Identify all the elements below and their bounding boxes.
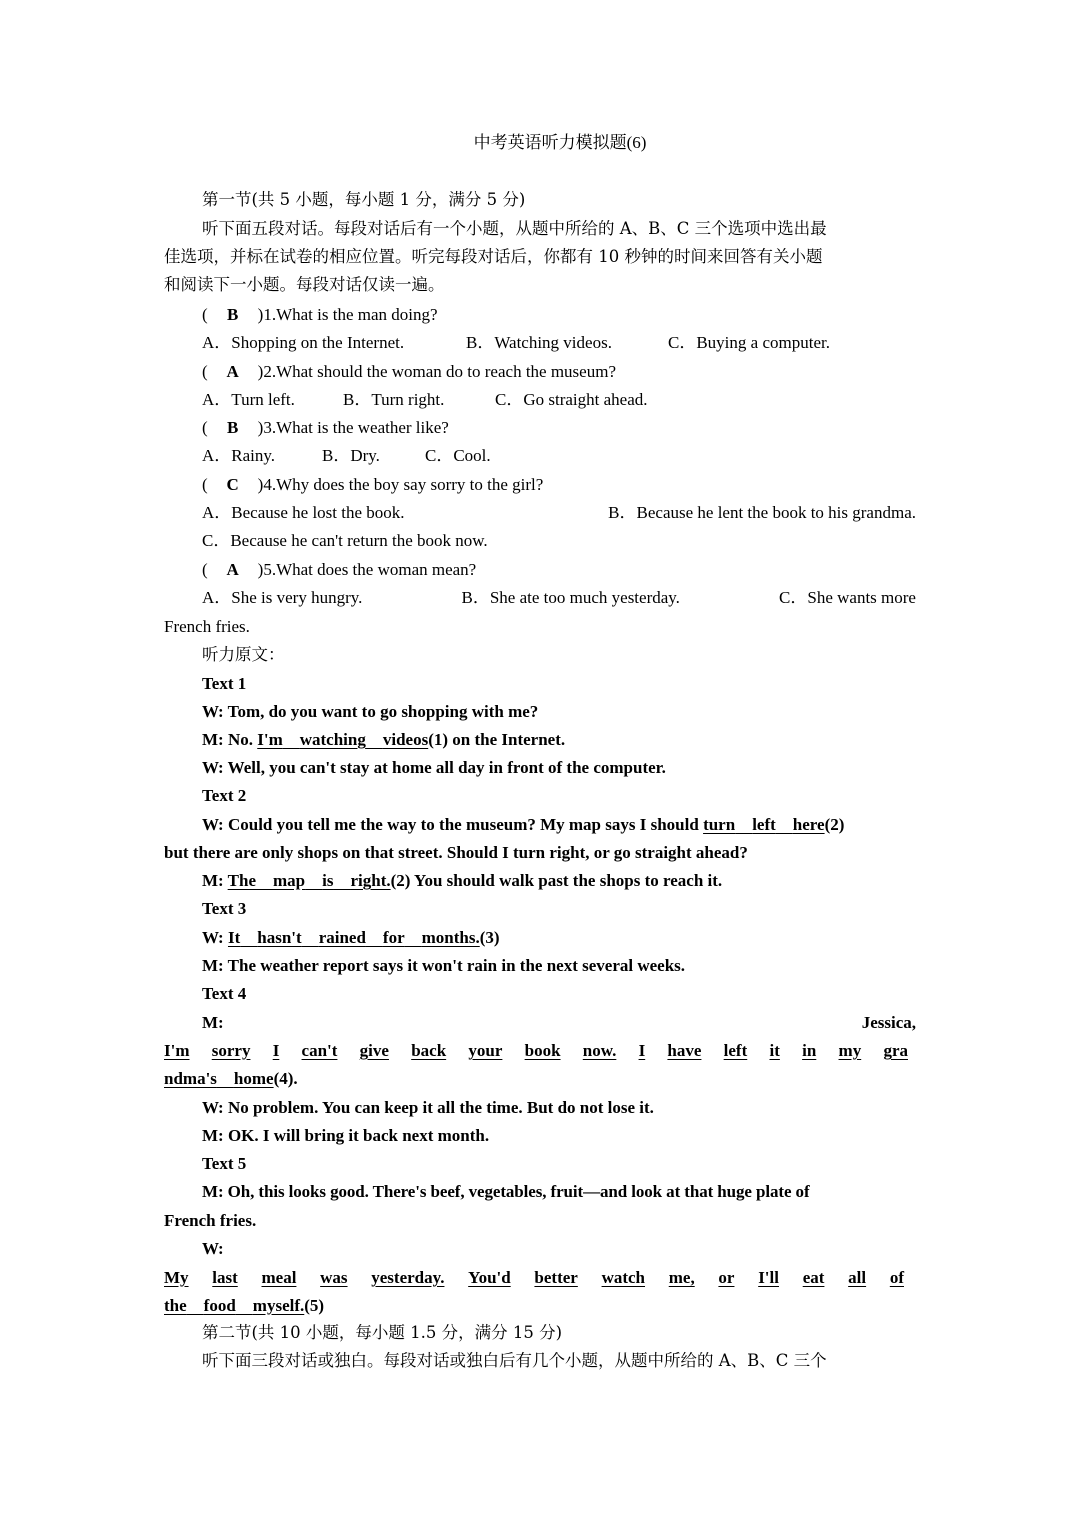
blank-word: It xyxy=(227,928,241,947)
text4-line-3 xyxy=(164,1068,916,1090)
answer-5: A xyxy=(226,560,239,579)
answer-4: C xyxy=(226,475,239,494)
question-4: ( C )4.Why does the boy say sorry to the girl? xyxy=(202,475,544,494)
text4-line-1-end: Jessica, xyxy=(861,1013,916,1032)
answer-blank-2a xyxy=(703,815,825,834)
blank-word: book xyxy=(524,1041,561,1060)
answer-blank-3 xyxy=(228,928,480,947)
text2-line-1-prefix: W: Could you tell me the way to the museum? My map says I should xyxy=(202,815,704,834)
text3-label: Text 3 xyxy=(202,899,247,918)
answer-blank-2b xyxy=(228,871,391,890)
answer-blank-4-cont xyxy=(164,1069,274,1088)
question-1-text: )1.What is the man doing? xyxy=(257,305,438,324)
q1-option-a: A．Shopping on the Internet. xyxy=(202,333,405,352)
question-2: ( A )2.What should the woman do to reach the museum? xyxy=(202,362,616,381)
blank-word: your xyxy=(468,1041,503,1060)
blank-word: home xyxy=(233,1069,274,1088)
blank-word: hasn't xyxy=(257,928,302,947)
instruction-line-2: 佳选项，并标在试卷的相应位置。听完每段对话后，你都有 10 秒钟的时间来回答有关小题 xyxy=(164,247,823,266)
answer-1: B xyxy=(227,305,239,324)
transcript-heading: 听力原文： xyxy=(202,645,285,664)
blank-word: I'm xyxy=(164,1041,190,1060)
blank-word: yesterday. xyxy=(371,1268,445,1287)
blank-word: My xyxy=(164,1268,189,1287)
text3-line-1 xyxy=(202,927,916,949)
question-4-text: )4.Why does the boy say sorry to the girl? xyxy=(257,475,544,494)
text1-line-2-suffix: (1) on the Internet. xyxy=(428,730,566,749)
blank-word: it xyxy=(769,1041,780,1060)
blank-word: eat xyxy=(802,1268,825,1287)
text2-label: Text 2 xyxy=(202,786,247,805)
text5-line-2: French fries. xyxy=(164,1211,257,1230)
text1-line-1: W: Tom, do you want to go shopping with me? xyxy=(202,702,539,721)
text3-line-2: M: The weather report says it won't rain in the next several weeks. xyxy=(202,956,686,975)
question-4-options-row1 xyxy=(202,502,916,524)
blank-word: turn xyxy=(703,815,736,834)
answer-blank-4 xyxy=(164,1040,908,1062)
question-3-text: )3.What is the weather like? xyxy=(257,418,449,437)
blank-word: food xyxy=(203,1296,236,1315)
text5-label: Text 5 xyxy=(202,1154,247,1173)
text4-line-1 xyxy=(202,1012,916,1034)
text2-line-1-suffix: (2) xyxy=(824,815,845,834)
q4-option-c: C．Because he can't return the book now. xyxy=(202,531,488,550)
text3-line-1-suffix: (3) xyxy=(479,928,500,947)
text4-line-5: M: OK. I will bring it back next month. xyxy=(202,1126,490,1145)
text5-line-1: M: Oh, this looks good. There's beef, vegetables, fruit—and look at that huge plate of xyxy=(202,1182,810,1201)
q4-option-a: A．Because he lost the book. xyxy=(202,503,405,522)
blank-word: have xyxy=(667,1041,702,1060)
text2-line-3-suffix: (2) You should walk past the shops to reach it. xyxy=(390,871,723,890)
instruction-line-3: 和阅读下一小题。每段对话仅读一遍。 xyxy=(164,275,445,294)
blank-word: videos xyxy=(382,730,429,749)
question-5-text: )5.What does the woman mean? xyxy=(257,560,477,579)
section2-heading: 第二节(共 10 小题，每小题 1.5 分，满分 15 分) xyxy=(202,1323,563,1342)
text4-label: Text 4 xyxy=(202,984,247,1003)
q3-option-a: A．Rainy. xyxy=(202,446,276,465)
blank-word: months. xyxy=(421,928,480,947)
blank-word: can't xyxy=(301,1041,338,1060)
blank-word: better xyxy=(534,1268,578,1287)
question-1: ( B )1.What is the man doing? xyxy=(202,305,438,324)
text3-line-1-prefix: W: xyxy=(202,928,228,947)
question-5-options xyxy=(202,587,916,609)
question-3: ( B )3.What is the weather like? xyxy=(202,418,449,437)
question-3-options xyxy=(202,445,916,467)
blank-word: map xyxy=(273,871,306,890)
section2-instructions: 听下面三段对话或独白。每段对话或独白后有几个小题，从题中所给的 A、B、C 三个 xyxy=(202,1351,827,1370)
blank-word: sorry xyxy=(211,1041,251,1060)
q5-option-b: B．She ate too much yesterday. xyxy=(461,588,680,607)
text2-line-1 xyxy=(202,814,916,836)
question-5: ( A )5.What does the woman mean? xyxy=(202,560,477,579)
text2-line-3 xyxy=(202,870,916,892)
q5-option-c-continued: French fries. xyxy=(164,617,250,636)
blank-word: the xyxy=(164,1296,187,1315)
answer-blank-5 xyxy=(164,1267,904,1289)
q2-option-a: A．Turn left. xyxy=(202,390,295,409)
section1-heading: 第一节(共 5 小题，每小题 1 分，满分 5 分) xyxy=(202,190,526,209)
blank-word: left xyxy=(752,815,776,834)
blank-word: meal xyxy=(261,1268,297,1287)
blank-word: here xyxy=(792,815,825,834)
blank-word: of xyxy=(889,1268,904,1287)
blank-word: The xyxy=(227,871,256,890)
blank-word: watching xyxy=(299,730,366,749)
blank-word: rained xyxy=(318,928,366,947)
blank-word: right. xyxy=(350,871,391,890)
text2-line-3-prefix: M: xyxy=(202,871,228,890)
question-1-options xyxy=(202,332,916,354)
q2-option-b: B．Turn right. xyxy=(343,390,445,409)
q2-option-c: C．Go straight ahead. xyxy=(495,390,648,409)
blank-word: I xyxy=(638,1041,646,1060)
answer-3: B xyxy=(227,418,239,437)
blank-word: me, xyxy=(668,1268,695,1287)
q3-option-b: B．Dry. xyxy=(322,446,380,465)
blank-word: now. xyxy=(582,1041,617,1060)
q1-option-b: B．Watching videos. xyxy=(466,333,612,352)
q4-option-b: B．Because he lent the book to his grandma. xyxy=(608,503,916,522)
blank-word: or xyxy=(718,1268,735,1287)
blank-word: for xyxy=(382,928,405,947)
speaker-label: M: xyxy=(202,1013,224,1032)
page-title: 中考英语听力模拟题(6) xyxy=(473,133,647,152)
text1-line-2 xyxy=(202,729,916,751)
text4-line-4: W: No problem. You can keep it all the time. But do not lose it. xyxy=(202,1098,654,1117)
blank-word: left xyxy=(723,1041,748,1060)
blank-word: give xyxy=(359,1041,389,1060)
blank-word: gra xyxy=(883,1041,908,1060)
text5-line-3: W: xyxy=(202,1239,224,1258)
q3-option-c: C．Cool. xyxy=(425,446,491,465)
question-2-options xyxy=(202,389,916,411)
answer-blank-1 xyxy=(257,730,428,749)
blank-word: watch xyxy=(601,1268,646,1287)
text1-label: Text 1 xyxy=(202,674,247,693)
q5-option-c: C．She wants more xyxy=(779,588,916,607)
text1-line-3: W: Well, you can't stay at home all day in front of the computer. xyxy=(202,758,666,777)
blank-word: was xyxy=(320,1268,348,1287)
blank-word: I'll xyxy=(758,1268,779,1287)
blank-word: in xyxy=(802,1041,817,1060)
q1-option-c: C．Buying a computer. xyxy=(668,333,830,352)
q5-option-a: A．She is very hungry. xyxy=(202,588,363,607)
text2-line-2: but there are only shops on that street. Should I turn right, or go straight ahead? xyxy=(164,843,748,862)
question-2-text: )2.What should the woman do to reach the museum? xyxy=(257,362,616,381)
instruction-line-1: 听下面五段对话。每段对话后有一个小题，从题中所给的 A、B、C 三个选项中选出最 xyxy=(202,219,827,238)
answer-2: A xyxy=(226,362,239,381)
answer-blank-5-cont xyxy=(164,1296,304,1315)
text5-line-5 xyxy=(164,1295,916,1317)
text1-line-2-prefix: M: No. xyxy=(202,730,258,749)
blank-word: You'd xyxy=(468,1268,511,1287)
text5-line-5-suffix: (5) xyxy=(304,1296,325,1315)
blank-word: last xyxy=(212,1268,238,1287)
blank-word: all xyxy=(848,1268,867,1287)
blank-word: I xyxy=(272,1041,280,1060)
blank-word: ndma's xyxy=(164,1069,217,1088)
blank-word: my xyxy=(838,1041,862,1060)
blank-word: is xyxy=(322,871,334,890)
text4-line-3-suffix: (4). xyxy=(273,1069,298,1088)
blank-word: I'm xyxy=(257,730,283,749)
blank-word: myself. xyxy=(252,1296,305,1315)
blank-word: back xyxy=(411,1041,447,1060)
